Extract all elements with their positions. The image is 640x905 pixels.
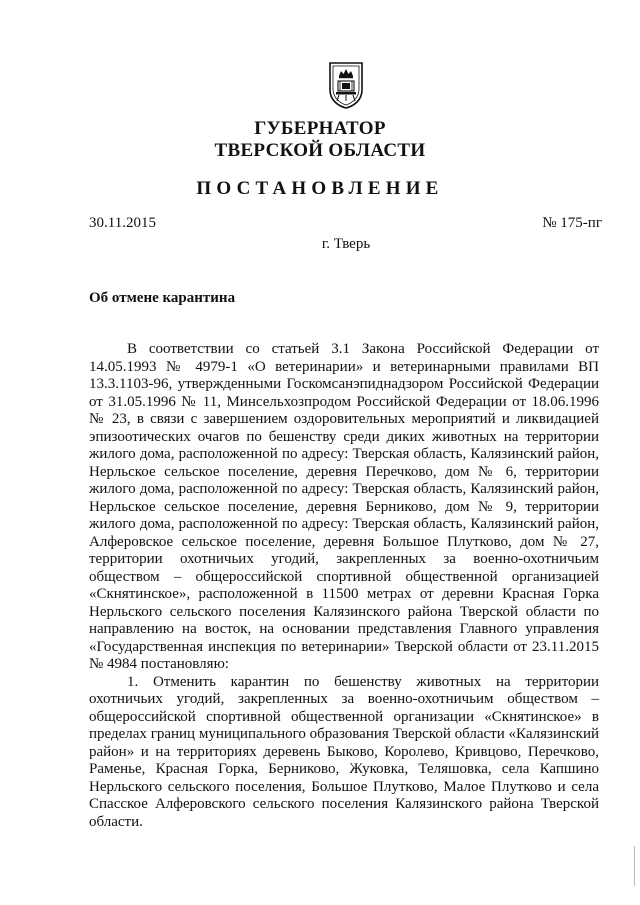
document-number: № 175-пг <box>542 215 602 231</box>
document-type: ПОСТАНОВЛЕНИЕ <box>196 178 444 199</box>
document-subject: Об отмене карантина <box>89 290 236 306</box>
authority-title: ГУБЕРНАТОР <box>254 118 386 139</box>
document-city: г. Тверь <box>321 236 371 252</box>
coat-of-arms-icon <box>327 60 365 110</box>
body-paragraph-preamble: В соответствии со статьей 3.1 Закона Российской Федерации от 14.05.1993 № 4979-1 «О ветеринарии» и ветеринарными правилами ВП 13.3.1103-96, утвержденными Госкомсанэпиднадзором Российской Федерации от 31.05.1996 № 11, Минсельхозпродом Российской Федерации от 18.06.1996 № 23, в связи с завершением оздоровительных мероприятий и ликвидацией эпизоотических очагов по бешенству среди диких животных на территории жилого дома, расположенной по адресу: Тверская область, Калязинский район, Нерльское сельское поселение, деревня Перечково, дом № 6, территории жилого дома, расположенной по адресу: Тверская область, Калязинский район, Нерльское сельское поселение, деревня Берниково, дом № 9, территории жилого дома, расположенной по адресу: Тверская область, Калязинский район, Алферовское сельское поселение, деревня Большое Плутково, дом № 27, территории охотничьих угодий, закрепленных за военно-охотничьим обществом – общероссийской спортивной общественной организацией «Скнятинское», расположенной в 11500 метрах от деревни Красная Горка Нерльского сельского поселения Калязинского района Тверской области по направлению на восток, на основании представления Главного управления «Государственная инспекция по ветеринарии» Тверской области от 23.11.2015 № 4984 постановляю: <box>89 341 599 672</box>
document-body <box>89 341 599 831</box>
document-date: 30.11.2015 <box>89 215 156 231</box>
authority-region: ТВЕРСКОЙ ОБЛАСТИ <box>214 140 426 161</box>
body-paragraph-item-1: 1. Отменить карантин по бешенству животных на территории охотничьих угодий, закрепленных за военно-охотничьим обществом – общероссийской спортивной общественной организации «Скнятинское» в пределах границ муниципального образования Тверской области «Калязинский район» и на территориях деревень Быково, Королево, Кривцово, Перечково, Раменье, Красная Горка, Берниково, Жуковка, Теляшовка, села Капшино Нерльского сельского поселения, Большое Плутково, Малое Плутково и села Спасское Алферовского сельского поселения Калязинского района Тверской области. <box>89 673 599 830</box>
scan-edge-line <box>634 846 635 886</box>
